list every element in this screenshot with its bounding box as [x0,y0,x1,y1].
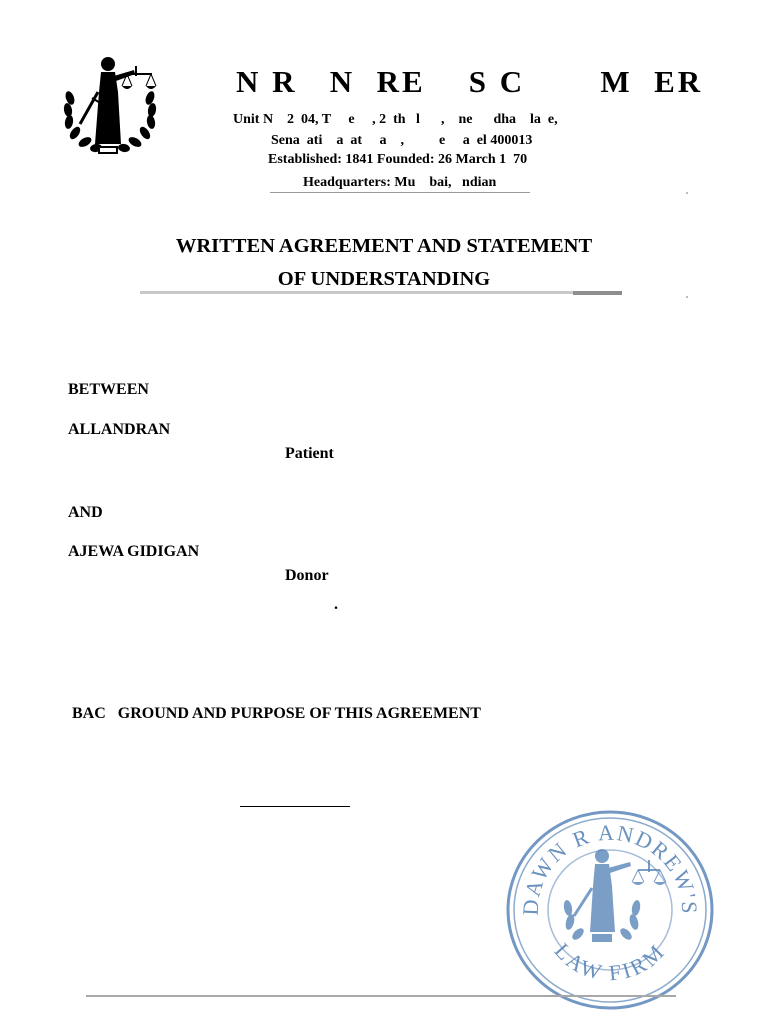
party1-name: ALLANDRAN [68,421,171,438]
title-line-1: WRITTEN AGREEMENT AND STATEMENT [175,235,593,257]
footer-divider [86,995,676,997]
party1-role: Patient [285,445,334,462]
party2-name: AJEWA GIDIGAN [68,543,200,560]
between-label: BETWEEN [68,381,149,398]
firm-name: N R N RE S C M ER [236,64,704,99]
margin-mark [686,192,688,194]
and-label: AND [68,504,103,521]
headquarters-line: Headquarters: Mu bai, ndian [303,175,497,190]
address-line-2: Sena ati a at a , e a el 400013 [271,133,533,148]
lady-justice-logo [58,52,162,162]
law-firm-stamp [504,808,716,1012]
title-line-2: OF UNDERSTANDING [277,268,491,290]
margin-mark [686,296,688,298]
headquarters-underline [270,192,530,193]
established-line: Established: 1841 Founded: 26 March 1 70 [268,152,528,167]
document-title [120,230,648,296]
party2-role: Donor [285,567,329,584]
signature-line [240,806,350,807]
stray-mark: . [334,596,338,613]
title-divider [140,291,622,294]
title-divider-accent [573,291,622,295]
svg-text:DAWN R ANDREW'S: DAWN R ANDREW'S [517,819,703,916]
background-heading: BAC GROUND AND PURPOSE OF THIS AGREEMENT [72,705,481,722]
svg-text:LAW FIRM: LAW FIRM [549,937,671,986]
address-line-1: Unit N 2 04, T e , 2 th l , ne dha la e, [233,112,558,127]
